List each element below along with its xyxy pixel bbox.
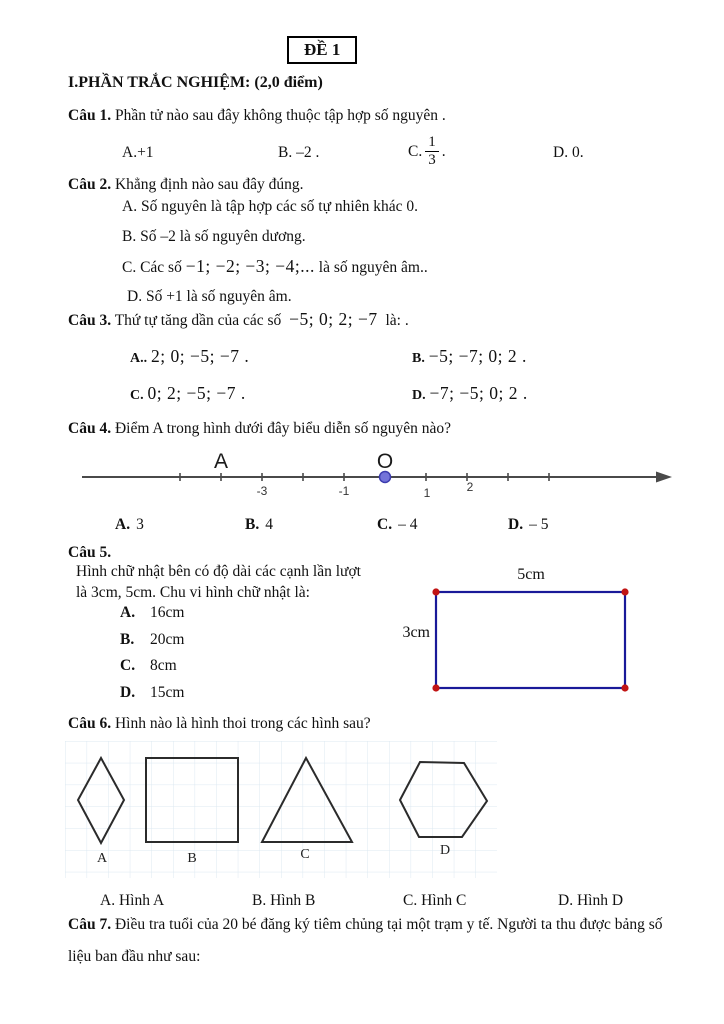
- q2-option-b: B. Số –2 là số nguyên dương.: [122, 228, 306, 245]
- q4-label: Câu 4.: [68, 420, 112, 437]
- q3-option-a-key: A..: [130, 351, 148, 366]
- q4-line: [68, 419, 451, 439]
- fraction-numerator: 1: [425, 134, 439, 152]
- rect-height-label: 3cm: [402, 624, 430, 641]
- q4-option-b: [245, 515, 273, 535]
- q5-option-b: [120, 630, 184, 650]
- q5-option-c-key: C.: [120, 657, 136, 674]
- q1-question: Phần tử nào sau đây không thuộc tập hợp số nguyên .: [114, 107, 446, 124]
- number-line-figure: [80, 442, 680, 502]
- q3-option-a: [130, 346, 249, 369]
- q1-line: [68, 106, 446, 126]
- shapes-figure: [65, 741, 497, 878]
- q4-option-a-key: A.: [115, 516, 131, 533]
- q6-option-c: C. Hình C: [403, 892, 467, 909]
- q2-option-c: [122, 256, 428, 278]
- q4-option-b-val: 4: [265, 516, 273, 533]
- q6-line: [68, 714, 371, 734]
- origin-label: O: [376, 450, 394, 473]
- q3-option-b: [412, 346, 527, 369]
- q4-option-c-key: C.: [377, 516, 393, 533]
- rectangle-shape: [436, 592, 625, 688]
- shape-label-b: B: [187, 851, 197, 866]
- q6-option-b: B. Hình B: [252, 892, 316, 909]
- q3-option-d: [412, 383, 528, 406]
- q3-option-b-key: B.: [412, 351, 425, 366]
- q4-option-d-key: D.: [508, 516, 524, 533]
- q5-label: Câu 5.: [68, 544, 112, 561]
- q3-option-c-key: C.: [130, 388, 144, 403]
- corner-dot-top-right: [621, 588, 628, 595]
- q4-question: Điểm A trong hình dưới đây biểu diễn số nguyên nào?: [114, 420, 451, 437]
- q4-option-c: [377, 515, 417, 535]
- q1-option-c-suffix: .: [441, 142, 446, 160]
- q3-question-math: −5; 0; 2; −7: [289, 309, 378, 329]
- corner-dot-bottom-left: [432, 684, 439, 691]
- tick-label-minus3: -3: [256, 484, 268, 498]
- q2-option-c-post: là số nguyên âm..: [318, 259, 428, 276]
- rect-width-label: 5cm: [517, 566, 545, 583]
- q1-option-c-key: C.: [408, 142, 423, 160]
- q5-option-a-val: 16cm: [150, 604, 185, 621]
- shape-label-c: C: [300, 847, 310, 862]
- q1-option-a: A.+1: [122, 144, 154, 161]
- q2-option-c-pre: C. Các số: [122, 259, 182, 276]
- rectangle-figure: [390, 563, 640, 703]
- fraction-denominator: 3: [428, 152, 436, 168]
- point-a-label: A: [213, 450, 229, 473]
- q7-line1: [68, 915, 663, 935]
- q1-option-d: D. 0.: [553, 144, 584, 161]
- q5-option-a: [120, 603, 184, 623]
- q1-option-c: [408, 134, 446, 169]
- q6-option-a: A. Hình A: [100, 892, 165, 909]
- q6-label: Câu 6.: [68, 715, 112, 732]
- q4-option-d-val: – 5: [529, 516, 549, 533]
- tick-label-minus1: -1: [338, 484, 350, 498]
- corner-dot-top-left: [432, 588, 439, 595]
- q6-question: Hình nào là hình thoi trong các hình sau?: [114, 715, 371, 732]
- q4-option-d: [508, 515, 548, 535]
- q2-option-c-math: −1; −2; −3; −4;...: [185, 256, 315, 276]
- axis-arrow-icon: [656, 472, 672, 483]
- q4-option-c-val: – 4: [398, 516, 418, 533]
- q2-option-d: D. Số +1 là số nguyên âm.: [127, 288, 292, 305]
- shape-label-a: A: [96, 851, 108, 866]
- q3-line: [68, 309, 409, 331]
- q5-option-c: [120, 656, 177, 676]
- exam-title-box: [287, 36, 357, 64]
- q5-option-b-key: B.: [120, 631, 135, 648]
- q5-option-a-key: A.: [120, 604, 136, 621]
- q5-option-d-val: 15cm: [150, 684, 185, 701]
- q5-text-line1: Hình chữ nhật bên có độ dài các cạnh lần lượt: [76, 563, 361, 580]
- q7-text-part1: Điều tra tuổi của 20 bé đăng ký tiêm chủng tại một trạm y tế. Người ta thu được bảng số: [114, 916, 663, 933]
- q3-option-a-val: 2; 0; −5; −7 .: [151, 346, 250, 366]
- q1-fraction: [425, 134, 439, 169]
- q7-label: Câu 7.: [68, 916, 112, 933]
- q3-label: Câu 3.: [68, 312, 112, 329]
- q2-option-a: A. Số nguyên là tập hợp các số tự nhiên khác 0.: [122, 198, 418, 215]
- section-header: I.PHẦN TRẮC NGHIỆM: (2,0 điểm): [68, 74, 323, 91]
- q2-question: Khẳng định nào sau đây đúng.: [114, 176, 304, 193]
- q3-question-post: là: .: [385, 312, 409, 329]
- q5-option-d-key: D.: [120, 684, 136, 701]
- q4-option-b-key: B.: [245, 516, 260, 533]
- q7-line2: liệu ban đầu như sau:: [68, 948, 201, 965]
- q5-option-c-val: 8cm: [150, 657, 177, 674]
- q5-text-line2: là 3cm, 5cm. Chu vi hình chữ nhật là:: [76, 584, 310, 601]
- corner-dot-bottom-right: [621, 684, 628, 691]
- q3-option-d-val: −7; −5; 0; 2 .: [429, 383, 528, 403]
- q5-option-d: [120, 683, 184, 703]
- shape-label-d: D: [439, 843, 451, 858]
- q3-option-c: [130, 383, 246, 406]
- exam-title: ĐỀ 1: [304, 40, 341, 59]
- q4-option-a: [115, 515, 144, 535]
- q3-option-c-val: 0; 2; −5; −7 .: [147, 383, 246, 403]
- q2-label: Câu 2.: [68, 176, 112, 193]
- tick-label-2: 2: [466, 480, 474, 494]
- q1-label: Câu 1.: [68, 107, 112, 124]
- origin-point-dot: [380, 472, 391, 483]
- q4-option-a-val: 3: [136, 516, 144, 533]
- q3-option-d-key: D.: [412, 388, 426, 403]
- q2-line: [68, 175, 304, 195]
- q1-option-b: B. –2 .: [278, 144, 320, 161]
- q3-question-pre: Thứ tự tăng dần của các số: [114, 312, 282, 329]
- q6-option-d: D. Hình D: [558, 892, 624, 909]
- q3-option-b-val: −5; −7; 0; 2 .: [428, 346, 527, 366]
- q5-option-b-val: 20cm: [150, 631, 185, 648]
- tick-label-1: 1: [423, 486, 431, 500]
